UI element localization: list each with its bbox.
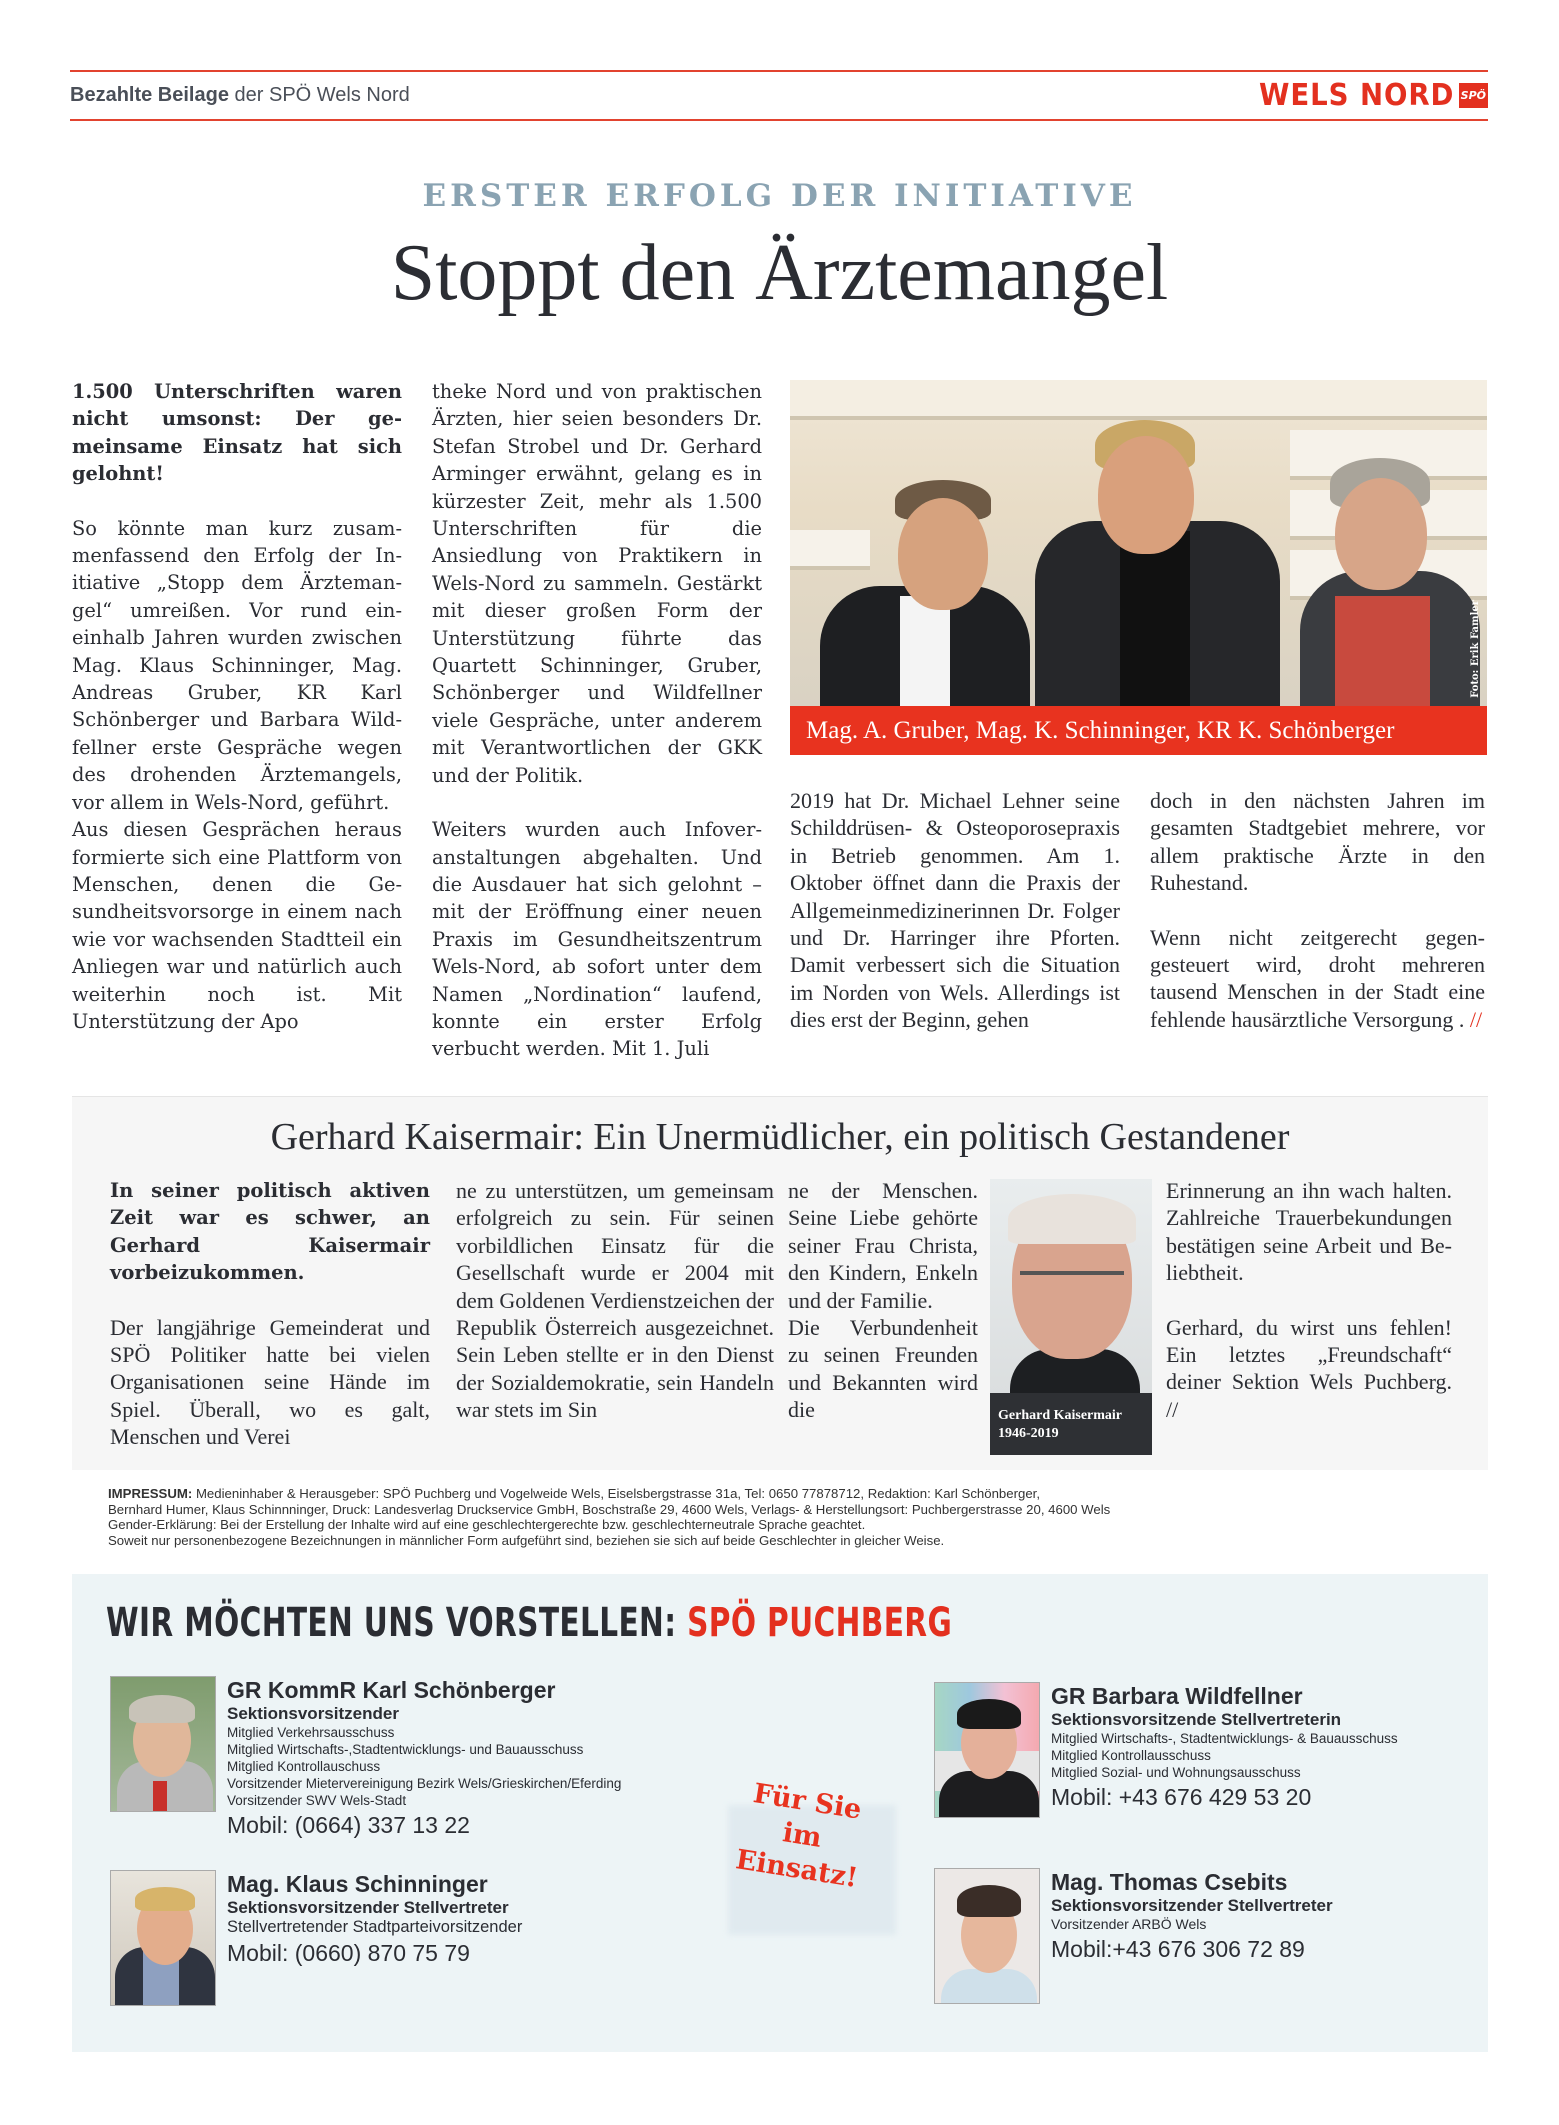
member-detail: Mitglied Sozial- und Wohnungsausschuss (1051, 1765, 1301, 1780)
member-detail: Vorsitzender ARBÖ Wels (1051, 1916, 1207, 1932)
impressum-line: Bernhard Humer, Klaus Schinnninger, Druck: Landesverlag Druckservice GmbH, Boschstraße 29, 4600 Wels, Verlags- & Herstellungsort: Puchbergerstrasse 20, 4600 Wels (108, 1501, 1111, 1517)
team-heading-text: WIR MÖCHTEN UNS VORSTELLEN: (106, 1600, 677, 1646)
team-heading (106, 1600, 952, 1646)
impressum (108, 1486, 1498, 1548)
article-column-3 (790, 787, 1120, 1034)
brand-name: WELS NORD (1259, 78, 1455, 113)
member-detail: Vorsitzender Mietervereinigung Bezirk Wels/Grieskirchen/Eferding (227, 1776, 622, 1791)
spo-logo-icon: SPÖ (1459, 83, 1488, 108)
stamp-line: Einsatz! (733, 1844, 860, 1895)
member-name: Mag. Klaus Schinninger (227, 1871, 488, 1897)
member-detail: Mitglied Kontrollauschuss (227, 1759, 381, 1774)
article-paragraph: Aus diesen Gesprächen heraus formierte sich eine Plattform von Menschen, denen die Gesundheitsvorsorge in einem nach wie vor wachsenden Stadtteil ein Anliegen war und natürlich auch weiterhin noch ist. Mit Unterstützung der Apo (72, 818, 402, 1033)
obituary-column-3 (788, 1177, 978, 1424)
impressum-line: Gender-Erklärung: Bei der Erstellung der Inhalte wird auf eine geschlechtergerechte bzw. geschlechterneutrale Sprache geachtet. (108, 1517, 866, 1533)
obituary-column-2 (456, 1177, 774, 1424)
article-paragraph (1150, 924, 1485, 1034)
article-lead: 1.500 Unterschriften waren nicht umsonst: Der gemeinsame Einsatz hat sich gelohnt! (72, 380, 402, 486)
member-name: GR Barbara Wildfellner (1051, 1683, 1303, 1709)
member-photo (110, 1870, 216, 2006)
photo-credit: Foto: Erik Famler (1470, 600, 1481, 698)
member-phone[interactable]: Mobil: (0664) 337 13 22 (227, 1812, 470, 1838)
member-detail: Mitglied Wirtschafts-, Stadtentwicklungs- & Bauausschuss (1051, 1731, 1398, 1746)
obituary-column-4 (1166, 1177, 1452, 1423)
article-paragraph: Weiters wurden auch Infoveranstaltungen abgehalten. Und die Ausdauer hat sich gelohnt – mit der Eröffnung einer neuen Praxis im Gesundheitszentrum Wels-Nord, ab sofort unter dem Namen „Nordination“ laufend, konnte ein erster Erfolg verbucht werden. Mit 1. Juli (432, 818, 762, 1061)
obituary-box (72, 1096, 1488, 1470)
header-label-bold: Bezahlte Beilage (70, 84, 229, 106)
header-rule-top (70, 70, 1488, 72)
member-detail: Mitglied Verkehrsausschuss (227, 1725, 395, 1740)
obituary-paragraph: ne der Menschen. Seine Liebe gehörte seiner Frau Christa, den Kindern, Enkeln und der Familie. (788, 1178, 978, 1313)
obituary-title: Gerhard Kaisermair: Ein Unermüdlicher, ein politisch Gestandener (270, 1116, 1290, 1158)
obituary-paragraph: Gerhard, du wirst uns fehlen! Ein letztes „Freundschaft“ deiner Sektion Wels Puchberg. // (1166, 1314, 1452, 1422)
end-mark: // (1469, 1006, 1483, 1032)
article-paragraph: 2019 hat Dr. Michael Lehner seine Schilddrüsen- & Osteoporosepraxis in Betrieb genommen. Am 1. Oktober öffnet dann die Praxis der Allgemeinmedizinerinnen Dr. Folger und Dr. Harringer ihre Pforten. Damit verbessert sich die Situation im Norden von Wels. Allerdings ist dies erst der Beginn, gehen (790, 788, 1120, 1033)
obituary-column-1 (110, 1177, 430, 1451)
member-role: Sektionsvorsitzender Stellvertreter (1051, 1896, 1333, 1915)
article-column-4 (1150, 787, 1485, 1033)
obituary-photo-name: Gerhard Kaisermair (998, 1408, 1123, 1423)
article-paragraph: So könnte man kurz zusammenfassend den Erfolg der Initiative „Stopp dem Ärztemangel“ umreißen. Vor rund eineinhalb Jahren wurden zwischen Mag. Klaus Schinninger, Mag. Andreas Gruber, KR Karl Schönberger und Barbara Wildfellner erste Gespräche wegen des drohenden Ärztemangels, vor allem in Wels-Nord, geführt. (72, 516, 402, 814)
article-closing-text: Wenn nicht zeitgerecht gegengesteuert wird, droht mehreren tausend Menschen in der Stadt eine fehlende hausärztliche Versorgung . (1150, 924, 1485, 1032)
photo-caption: Mag. A. Gruber, Mag. K. Schinninger, KR K. Schönberger (790, 706, 1487, 755)
brand-block (1242, 78, 1488, 113)
team-heading-accent: SPÖ PUCHBERG (687, 1600, 953, 1646)
member-detail: Mitglied Wirtschafts-,Stadtentwicklungs- und Bauausschuss (227, 1742, 584, 1757)
stamp-line: Für Sie (751, 1778, 864, 1826)
obituary-paragraph: ne zu unterstützen, um gemeinsam erfolgreich zu sein. Für seinen vorbildlichen Einsatz für die Gesellschaft wurde er 2004 mit dem Goldenen Verdienstzeichen der Republik Österreich ausgezeichnet. Sein Leben stellte er in den Dienst der Sozialdemokratie, sein Handeln war stets im Sin (456, 1178, 774, 1423)
article-paragraph: doch in den nächsten Jahren im gesamten Stadtgebiet mehrere, vor allem praktische Ärzte in den Ruhestand. (1150, 788, 1485, 896)
member-detail: Vorsitzender SWV Wels-Stadt (227, 1793, 407, 1808)
article-column-1 (72, 378, 402, 1035)
article-title: Stoppt den Ärztemangel (390, 229, 1169, 317)
obituary-paragraph: Erinnerung an ihn wach halten. Zahlreiche Trauerbekundungen bestätigen seine Arbeit und Beliebtheit. (1166, 1178, 1452, 1286)
obituary-lead: In seiner politisch aktiven Zeit war es schwer, an Gerhard Kaisermair vorbeizukommen. (110, 1179, 430, 1285)
member-detail: Stellvertretender Stadtparteivorsitzender (227, 1918, 523, 1936)
member-name: GR KommR Karl Schönberger (227, 1677, 556, 1703)
member-role: Sektionsvorsitzender (227, 1704, 399, 1723)
obituary-photo-caption (990, 1393, 1152, 1455)
impressum-line: Medieninhaber & Herausgeber: SPÖ Puchberg und Vogelweide Wels, Eiselsbergstrasse 31a, Tel: 0650 77878712, Redaktion: Karl Schönberger, (195, 1486, 1040, 1501)
stamp-line: im (780, 1817, 824, 1854)
article-paragraph: theke Nord und von praktischen Ärzten, hier seien besonders Dr. Stefan Strobel und Dr. Gerhard Arminger erwähnt, gelang es in kürzester Zeit, mehr als 1.500 Unterschriften für die Ansiedlung von Praktikern in Wels-Nord zu sammeln. Gestärkt mit dieser großen Form der Unterstützung führte das Quartett Schinninger, Gruber, Schönberger und Wildfellner viele Gespräche, unter anderem mit Verantwortlichen der GKK und der Politik. (432, 380, 762, 787)
member-phone[interactable]: Mobil: +43 676 429 53 20 (1051, 1784, 1312, 1810)
impressum-label: IMPRESSUM: (108, 1486, 193, 1501)
member-role: Sektionsvorsitzende Stellvertreterin (1051, 1710, 1342, 1729)
article-photo (790, 380, 1487, 706)
member-role: Sektionsvorsitzender Stellvertreter (227, 1898, 509, 1917)
member-photo (934, 1682, 1040, 1818)
member-detail: Mitglied Kontrollausschuss (1051, 1748, 1211, 1763)
member-photo (110, 1676, 216, 1812)
header-label-rest: der SPÖ Wels Nord (234, 84, 410, 106)
header-label (70, 84, 410, 107)
header-rule-bottom (70, 119, 1488, 121)
article-column-2 (432, 378, 762, 1063)
obituary-photo (990, 1179, 1152, 1455)
obituary-paragraph: Der langjährige Gemeinderat und SPÖ Politiker hatte bei vielen Organisationen seine Hände im Spiel. Überall, wo es galt, Menschen und Verei (110, 1314, 430, 1450)
member-phone[interactable]: Mobil:+43 676 306 72 89 (1051, 1936, 1305, 1962)
article-kicker: ERSTER ERFOLG DER INITIATIVE (422, 178, 1137, 214)
obituary-photo-years: 1946-2019 (998, 1426, 1059, 1441)
obituary-paragraph: Die Verbundenheit zu seinen Freunden und Bekannten wird die (788, 1315, 978, 1423)
member-name: Mag. Thomas Csebits (1051, 1869, 1288, 1895)
impressum-line: Soweit nur personenbezogene Bezeichnungen in männlicher Form aufgeführt sind, beziehen sie sich auf beide Geschlechter in gleicher Weise. (108, 1532, 945, 1548)
member-phone[interactable]: Mobil: (0660) 870 75 79 (227, 1940, 470, 1966)
member-photo (934, 1868, 1040, 2004)
